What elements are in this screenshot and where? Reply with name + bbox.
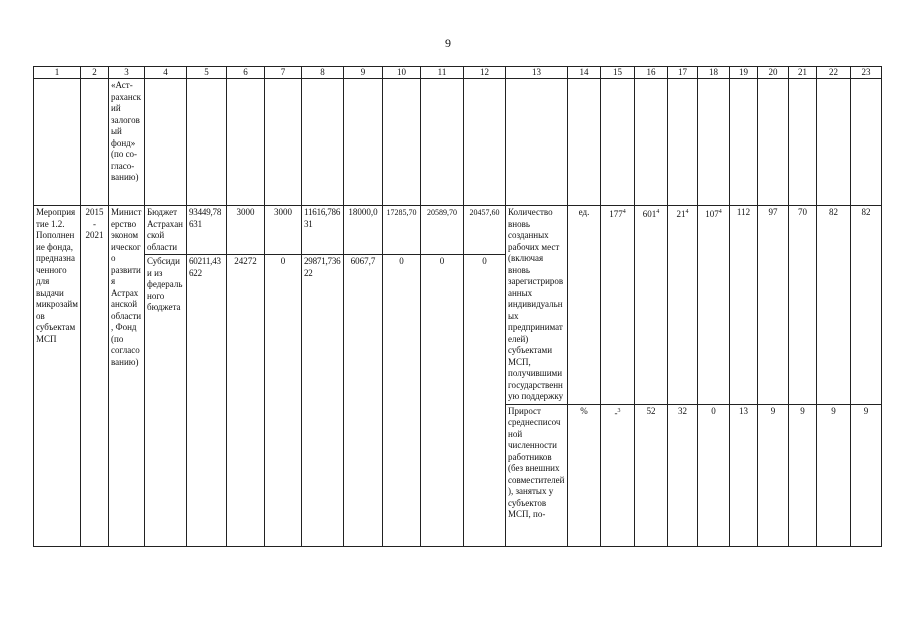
- header-cell: 18: [698, 67, 730, 79]
- period-cell: 2015 - 2021: [81, 206, 109, 547]
- amount-cell: 3000: [227, 206, 265, 255]
- indicator-value-cell: 97: [758, 206, 789, 405]
- amount-cell: 11616,78631: [302, 206, 344, 255]
- header-cell: 3: [109, 67, 145, 79]
- page-number: 9: [445, 36, 451, 50]
- indicator-value-cell: 0: [698, 404, 730, 546]
- indicator-value-cell: 9: [851, 404, 882, 546]
- header-cell: 14: [568, 67, 601, 79]
- amount-cell: 0: [265, 255, 302, 547]
- amount-cell: 20457,60: [464, 206, 506, 255]
- header-cell: 21: [789, 67, 817, 79]
- indicator-value-cell: $601^4$: [635, 206, 668, 405]
- amount-cell: 0: [421, 255, 464, 547]
- indicator-value-cell: 112: [730, 206, 758, 405]
- header-cell: 15: [601, 67, 635, 79]
- indicator-value-cell: 70: [789, 206, 817, 405]
- indicator-value-cell: $21^4$: [668, 206, 698, 405]
- header-cell: 7: [265, 67, 302, 79]
- header-cell: 20: [758, 67, 789, 79]
- indicator-value-cell: 82: [851, 206, 882, 405]
- indicator-value-cell: 9: [817, 404, 851, 546]
- amount-cell: 24272: [227, 255, 265, 547]
- executor-cell: Министерство экономического развития Астраханской области, Фонд (по согласованию): [109, 206, 145, 547]
- header-cell: 10: [383, 67, 421, 79]
- indicator-value-cell: $177^4$: [601, 206, 635, 405]
- amount-cell: 17285,70: [383, 206, 421, 255]
- header-row: [34, 67, 882, 79]
- header-cell: 12: [464, 67, 506, 79]
- prev-executor-cell: «Аст-раханский залоговый фонд» (по со-гласо-ванию): [109, 79, 145, 206]
- header-cell: 16: [635, 67, 668, 79]
- indicator-name-cell: Количество вновь созданных рабочих мест (включая вновь зарегистрированных индивидуальных предпринимателей) субъектами МСП, получившими государственную поддержку: [506, 206, 568, 405]
- unit-cell: ед.: [568, 206, 601, 405]
- header-cell: 22: [817, 67, 851, 79]
- source-label-cell: Субсидии из федерального бюджета: [145, 255, 187, 547]
- table-row: [34, 206, 882, 255]
- header-cell: 23: [851, 67, 882, 79]
- header-cell: 17: [668, 67, 698, 79]
- amount-cell: 93449,78631: [187, 206, 227, 255]
- header-cell: 9: [344, 67, 383, 79]
- amount-cell: 6067,7: [344, 255, 383, 547]
- header-cell: 8: [302, 67, 344, 79]
- indicator-value-cell: 9: [758, 404, 789, 546]
- amount-cell: 3000: [265, 206, 302, 255]
- activity-name-cell: Мероприятие 1.2. Пополнение фонда, предназначенного для выдачи микрозаймов субъектам МСП: [34, 206, 81, 547]
- amount-cell: 0: [464, 255, 506, 547]
- indicator-value-cell: 52: [635, 404, 668, 546]
- indicator-value-cell: 13: [730, 404, 758, 546]
- indicator-value-cell: 32: [668, 404, 698, 546]
- indicator-value-cell: -$^3$: [601, 404, 635, 546]
- amount-cell: 29871,73622: [302, 255, 344, 547]
- indicator-value-cell: 82: [817, 206, 851, 405]
- header-cell: 6: [227, 67, 265, 79]
- amount-cell: 18000,0: [344, 206, 383, 255]
- amount-cell: 0: [383, 255, 421, 547]
- unit-cell: %: [568, 404, 601, 546]
- table-row: [34, 79, 882, 206]
- indicator-value-cell: 9: [789, 404, 817, 546]
- program-table: [33, 66, 882, 547]
- header-cell: 13: [506, 67, 568, 79]
- amount-cell: 20589,70: [421, 206, 464, 255]
- amount-cell: 60211,43622: [187, 255, 227, 547]
- indicator-name-cell: Прирост среднесписочной численности работников (без внешних совместителей), занятых у субъектов МСП, по-: [506, 404, 568, 546]
- header-cell: 1: [34, 67, 81, 79]
- source-label-cell: Бюджет Астраханской области: [145, 206, 187, 255]
- header-cell: 2: [81, 67, 109, 79]
- header-cell: 5: [187, 67, 227, 79]
- header-cell: 4: [145, 67, 187, 79]
- indicator-value-cell: $107^4$: [698, 206, 730, 405]
- header-cell: 11: [421, 67, 464, 79]
- header-cell: 19: [730, 67, 758, 79]
